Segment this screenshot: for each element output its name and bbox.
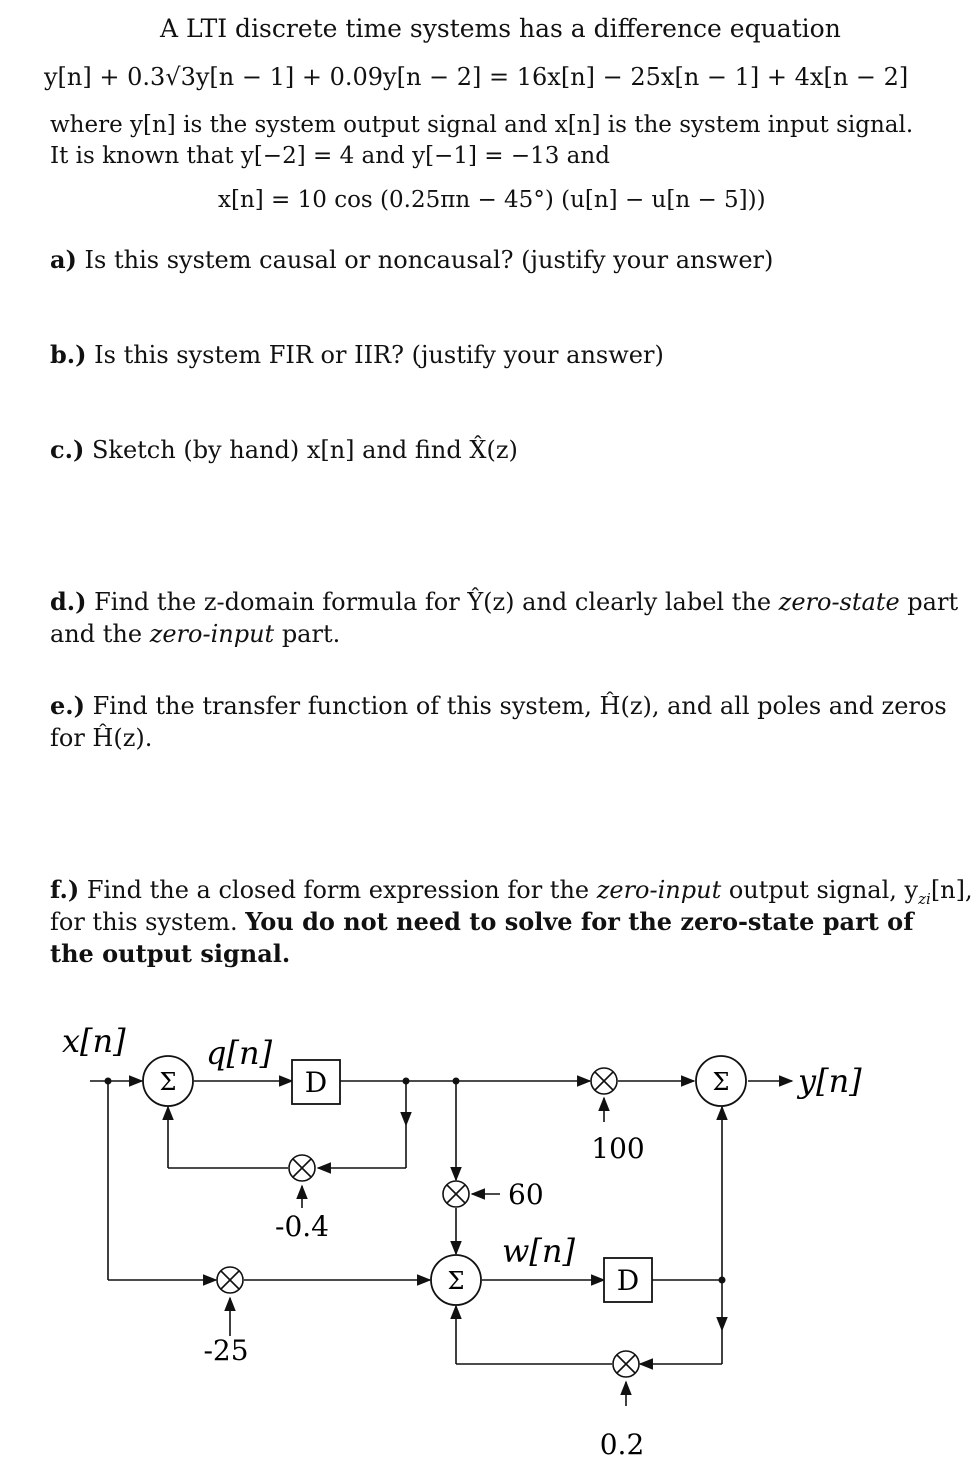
delay-label-2: D (616, 1264, 640, 1297)
sum-symbol-3: Σ (712, 1068, 730, 1096)
junction-dot (719, 1277, 726, 1284)
question-c (50, 435, 518, 465)
question-d-zero-input: zero-input (149, 620, 275, 648)
junction-dot (403, 1078, 410, 1085)
question-c-label: c.) (50, 435, 85, 464)
sum-symbol-1: Σ (159, 1068, 177, 1096)
question-d-zero-state: zero-state (778, 588, 900, 616)
question-f-zero-input: zero-input (596, 876, 722, 904)
question-f-line1-pre: Find the a closed form expression for the (86, 876, 597, 904)
question-d-line1 (50, 587, 958, 617)
question-d-line2 (50, 619, 340, 649)
question-a-label: a) (50, 245, 77, 274)
gain-label-60: 60 (508, 1178, 544, 1211)
multiplier-100 (591, 1068, 617, 1094)
multiplier-60 (443, 1181, 469, 1207)
output-signal-label: y[n] (798, 1062, 862, 1100)
block-diagram (0, 1010, 958, 1484)
question-f-line2-bold: You do not need to solve for the zero-state part of (245, 907, 914, 936)
question-b (50, 340, 664, 370)
multiplier-neg25 (217, 1267, 243, 1293)
gain-label-neg04: -0.4 (275, 1210, 329, 1243)
question-c-text: Sketch (by hand) x[n] and find X̂(z) (91, 436, 518, 464)
question-d-line1-post: part (899, 588, 959, 616)
multiplier-neg04 (289, 1155, 315, 1181)
gain-label-neg25: -25 (203, 1334, 249, 1367)
question-f-line2 (50, 907, 914, 937)
question-b-label: b.) (50, 340, 87, 369)
question-d-line2-post: part. (274, 620, 341, 648)
question-f-line1-end: [n], (930, 876, 973, 904)
problem-intro: A LTI discrete time systems has a difference equation (160, 14, 841, 43)
question-f-label: f.) (50, 875, 80, 904)
junction-dot (453, 1078, 460, 1085)
question-e-line2: for Ĥ(z). (50, 724, 153, 752)
input-signal-label: x[n] (62, 1022, 126, 1060)
question-b-text: Is this system FIR or IIR? (justify your answer) (94, 341, 664, 369)
initial-conditions: It is known that y[−2] = 4 and y[−1] = −13 and (50, 143, 610, 169)
question-d-label: d.) (50, 587, 87, 616)
gain-label-100: 100 (591, 1132, 645, 1165)
question-f-subscript: zi (918, 889, 931, 908)
delay-label-1: D (304, 1066, 328, 1099)
question-f-line1-post: output signal, y (721, 876, 919, 904)
q-signal-label: q[n] (206, 1034, 273, 1072)
input-equation: x[n] = 10 cos (0.25πn − 45°) (u[n] − u[n − 5])) (218, 187, 766, 213)
signal-definition: where y[n] is the system output signal and x[n] is the system input signal. (50, 112, 914, 138)
w-signal-label: w[n] (502, 1232, 575, 1270)
question-e-label: e.) (50, 691, 85, 720)
question-d-line1-pre: Find the z-domain formula for Ŷ(z) and clearly label the (94, 588, 779, 616)
question-f-line3: the output signal. (50, 939, 291, 968)
question-a (50, 245, 773, 275)
question-d-line2-pre: and the (50, 620, 150, 648)
question-e-line1-text: Find the transfer function of this system, Ĥ(z), and all poles and zeros (92, 692, 947, 720)
junction-dot (105, 1078, 112, 1085)
difference-equation: y[n] + 0.3√3y[n − 1] + 0.09y[n − 2] = 16x[n] − 25x[n − 1] + 4x[n − 2] (44, 63, 909, 91)
question-f-line2-pre: for this system. (50, 908, 246, 936)
question-e-line1 (50, 691, 947, 721)
sum-symbol-2: Σ (447, 1267, 465, 1295)
question-a-text: Is this system causal or noncausal? (justify your answer) (84, 246, 774, 274)
gain-label-02: 0.2 (599, 1428, 645, 1461)
multiplier-02 (613, 1351, 639, 1377)
